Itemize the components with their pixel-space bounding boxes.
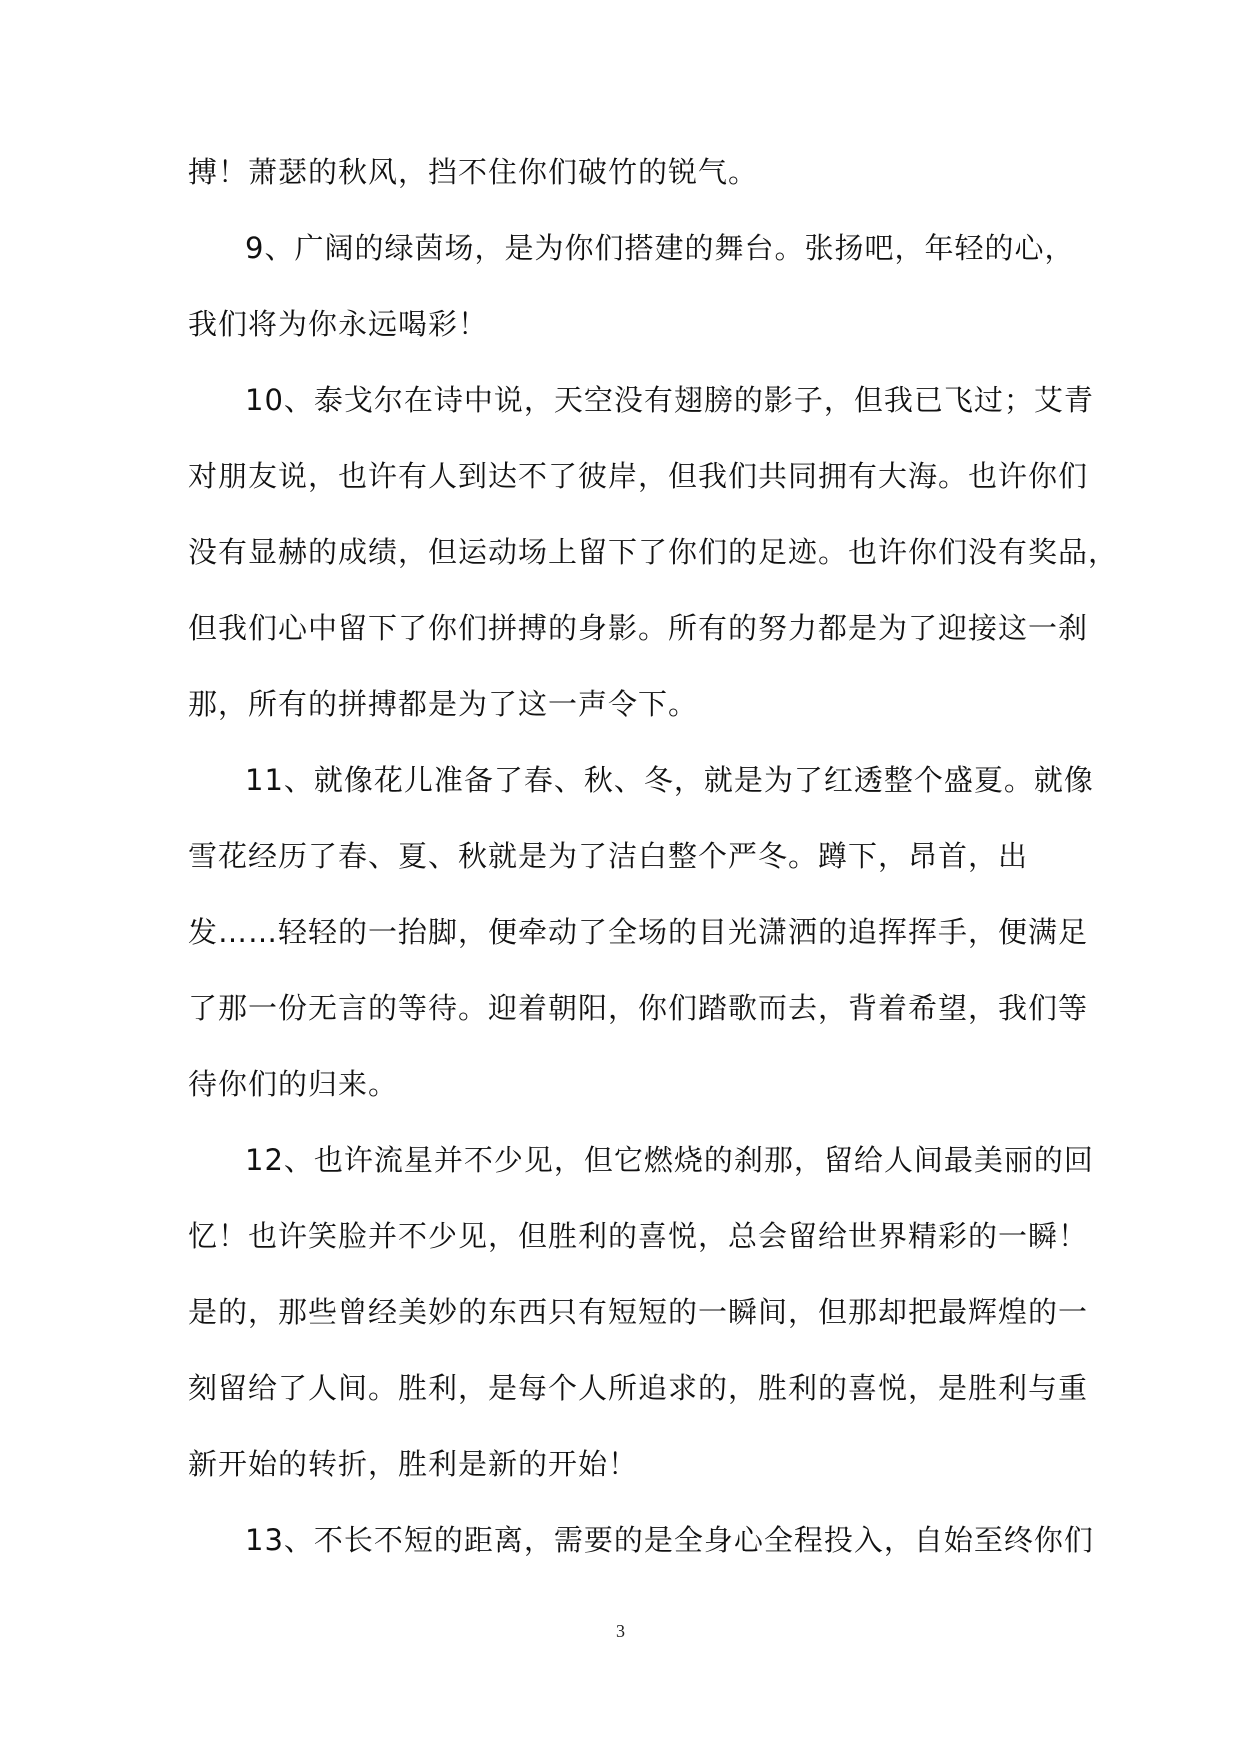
text-line: 新开始的转折，胜利是新的开始！ — [188, 1447, 639, 1481]
text-line: 那，所有的拼搏都是为了这一声令下。 — [188, 687, 699, 721]
text-line: 没有显赫的成绩，但运动场上留下了你们的足迹。也许你们没有奖品， — [188, 535, 1119, 569]
text-line: 发……轻轻的一抬脚，便牵动了全场的目光潇洒的追挥挥手，便满足 — [188, 915, 1089, 949]
text-line: 我们将为你永远喝彩！ — [188, 307, 489, 341]
text-line: 11、就像花儿准备了春、秋、冬，就是为了红透整个盛夏。就像 — [245, 763, 1094, 797]
text-line: 刻留给了人间。胜利，是每个人所追求的，胜利的喜悦，是胜利与重 — [188, 1371, 1089, 1405]
text-line: 是的，那些曾经美妙的东西只有短短的一瞬间，但那却把最辉煌的一 — [188, 1295, 1089, 1329]
text-line: 对朋友说，也许有人到达不了彼岸，但我们共同拥有大海。也许你们 — [188, 459, 1089, 493]
text-line: 雪花经历了春、夏、秋就是为了洁白整个严冬。蹲下，昂首，出 — [188, 839, 1029, 873]
page-number: 3 — [616, 1621, 625, 1641]
text-line: 忆！也许笑脸并不少见，但胜利的喜悦，总会留给世界精彩的一瞬！ — [188, 1219, 1089, 1253]
text-line: 10、泰戈尔在诗中说，天空没有翅膀的影子，但我已飞过；艾青 — [245, 383, 1094, 417]
text-line: 12、也许流星并不少见，但它燃烧的刹那，留给人间最美丽的回 — [245, 1143, 1094, 1177]
text-line: 待你们的归来。 — [188, 1067, 399, 1101]
text-line: 9、广阔的绿茵场，是为你们搭建的舞台。张扬吧，年轻的心， — [245, 231, 1075, 265]
text-line: 了那一份无言的等待。迎着朝阳，你们踏歌而去，背着希望，我们等 — [188, 991, 1089, 1025]
text-line: 搏！萧瑟的秋风，挡不住你们破竹的锐气。 — [188, 155, 759, 189]
text-line: 13、不长不短的距离，需要的是全身心全程投入，自始至终你们 — [245, 1523, 1094, 1557]
text-line: 但我们心中留下了你们拼搏的身影。所有的努力都是为了迎接这一刹 — [188, 611, 1089, 645]
